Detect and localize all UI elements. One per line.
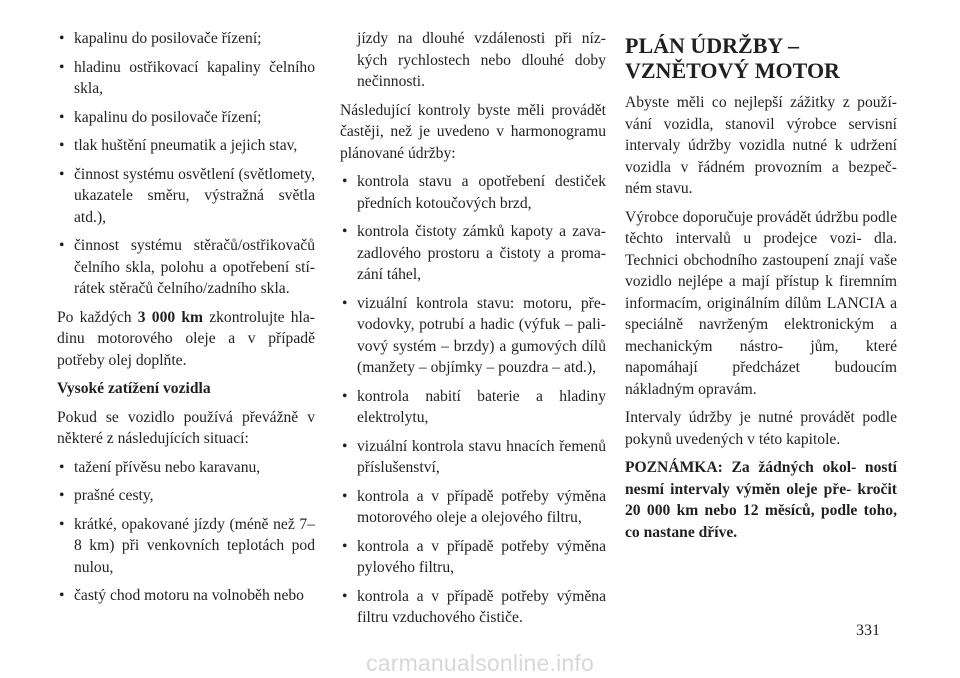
oil-check-paragraph — [57, 307, 315, 372]
list-item: • vizuální kontrola stavu: motoru, pře- vodovky, potrubí a hadic (výfuk – pali- vový systém – brzdy) a gumových dílů (manžety – objímky – pouzdra – atd.), — [340, 293, 606, 379]
list-continuation: jízdy na dlouhé vzdálenosti při níz- kých rychlostech nebo dlouhé doby nečinnosti. — [357, 30, 606, 90]
dealer-paragraph: Výrobce doporučuje provádět údržbu podle těchto intervalů u prodejce vozi- dla. Technici obchodního zastoupení znají vaše vozidlo nejlépe a mají přístup k firemním informacím, originálním dílům LANCIA a speciálně navrženým elektronickým a mechanickým nástro- jům, které napomáhají předcházet budoucím nákladným opravám. — [625, 208, 897, 398]
list-item: • vizuální kontrola stavu hnacích řemenů příslušenství, — [340, 436, 606, 479]
list-item: • prašné cesty, — [57, 485, 315, 507]
maintenance-intro-paragraph: Abyste měli co nejlepší zážitky z použí- vání vozidla, stanovil výrobce servisní intervaly údržby vozidla nutné k udržení vozidla v řádném provozním a bezpeč- ném stavu. — [625, 94, 897, 197]
list-item: • tažení přívěsu nebo karavanu, — [57, 457, 315, 479]
middle-column — [340, 28, 606, 636]
intervals-paragraph: Intervaly údržby je nutné provádět podle pokynů uvedených v této kapitole. — [625, 409, 897, 448]
situation-list — [57, 457, 315, 607]
oil-check-text-post: zkontrolujte hla- dinu motorového oleje a v případě potřeby olej doplňte. — [57, 308, 315, 369]
oil-check-text-pre: Po každých — [57, 308, 138, 326]
list-item: • krátké, opakované jízdy (méně než 7–8 km) při venkovních teplotách pod nulou, — [57, 514, 315, 579]
list-item: • kontrola nabití baterie a hladiny elektrolytu, — [340, 386, 606, 429]
section-heading-line-1: PLÁN ÚDRŽBY – — [625, 33, 799, 58]
list-item: • kapalinu do posilovače řízení; — [57, 107, 315, 129]
note-paragraph: POZNÁMKA: Za žádných okol- ností nesmí intervaly výměn oleje pře- kročit 20 000 km nebo 12 měsíců, podle toho, co nastane dříve. — [625, 459, 897, 541]
page-number: 331 — [856, 622, 880, 639]
list-item: • kapalinu do posilovače řízení; — [57, 28, 315, 50]
list-item: • tlak huštění pneumatik a jejich stav, — [57, 135, 315, 157]
frequent-checks-intro: Následující kontroly byste měli provádět častěji, než je uvedeno v harmonogramu plánované údržby: — [340, 101, 606, 162]
list-item: • kontrola a v případě potřeby výměna filtru vzduchového čističe. — [340, 586, 606, 629]
list-item: • kontrola a v případě potřeby výměna motorového oleje a olejového filtru, — [340, 486, 606, 529]
check-list-1 — [57, 28, 315, 300]
right-column — [625, 28, 897, 550]
section-heading — [625, 33, 897, 83]
list-item: • častý chod motoru na volnoběh nebo — [57, 585, 315, 607]
list-item: • kontrola čistoty zámků kapoty a zava- zadlového prostoru a čistoty a proma- zání táhel, — [340, 221, 606, 286]
heavy-load-intro: Pokud se vozidlo používá převážně v některé z následujících situací: — [57, 408, 315, 447]
list-item: • činnost systému stěračů/ostřikovačů čelního skla, polohu a opotřebení stí- rátek stěračů čelního/zadního skla. — [57, 235, 315, 300]
oil-check-distance: 3 000 km — [137, 308, 204, 326]
section-heading-line-2: VZNĚTOVÝ MOTOR — [625, 58, 840, 83]
watermark: carmanualsonline.info — [366, 650, 594, 676]
heavy-load-subheading: Vysoké zatížení vozidla — [57, 380, 211, 397]
frequent-checks-list — [340, 171, 606, 629]
left-column — [57, 28, 315, 614]
list-item: • hladinu ostřikovací kapaliny čelního skla, — [57, 57, 315, 100]
list-item: • kontrola a v případě potřeby výměna pylového filtru, — [340, 536, 606, 579]
list-item: • činnost systému osvětlení (světlomety, ukazatele směru, výstražná světla atd.), — [57, 164, 315, 229]
list-item: • kontrola stavu a opotřebení destiček předních kotoučových brzd, — [340, 171, 606, 214]
